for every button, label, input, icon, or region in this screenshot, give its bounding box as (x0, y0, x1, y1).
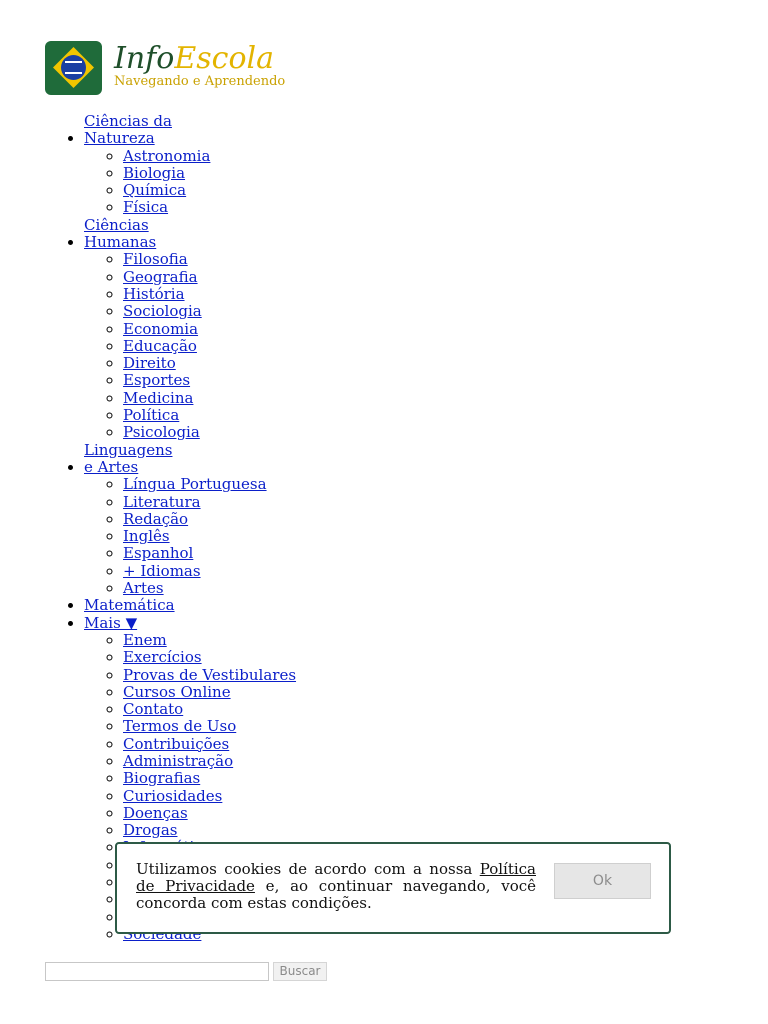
nav-section (84, 113, 345, 217)
nav-subitem-link[interactable]: Psicologia (123, 423, 200, 442)
nav-subitem-link[interactable]: Contato (123, 700, 184, 719)
cookie-text-before: Utilizamos cookies de acordo com a nossa (136, 860, 480, 878)
nav-subitem-link[interactable]: Química (123, 181, 187, 200)
nav-section (84, 442, 345, 598)
nav-subitem-link[interactable]: Língua Portuguesa (123, 475, 267, 494)
nav-subitem (123, 580, 345, 597)
nav-subitem (123, 684, 345, 701)
nav-subitem-link[interactable]: Biologia (123, 163, 186, 182)
nav-subitem (123, 269, 345, 286)
nav-subitem (123, 372, 345, 389)
nav-section (84, 597, 345, 614)
nav-section-link[interactable]: Ciências da Natureza (84, 112, 172, 148)
nav-subitem-link[interactable]: Astronomia (123, 146, 211, 165)
nav-subitem (123, 165, 345, 182)
nav-subitem (123, 303, 345, 320)
nav-subitem (123, 667, 345, 684)
nav-subitem-link[interactable]: Cursos Online (123, 682, 231, 701)
nav-subitem-link[interactable]: Filosofia (123, 250, 188, 269)
nav-subitem (123, 338, 345, 355)
nav-subitem-link[interactable]: Redação (123, 509, 189, 528)
cookie-notice (115, 842, 671, 934)
nav-subitem-link[interactable]: Espanhol (123, 544, 194, 563)
nav-section-link[interactable]: Matemática (84, 596, 175, 615)
nav-subitem (123, 148, 345, 165)
logo-wordmark (114, 41, 274, 77)
nav-subitem-link[interactable]: Exercícios (123, 648, 202, 667)
cookie-text-after: e, ao continuar navegando, você concorda com estas condições. (136, 877, 537, 912)
nav-subitem-link[interactable]: + Idiomas (123, 561, 201, 580)
nav-subitem (123, 701, 345, 718)
nav-subitem (123, 545, 345, 562)
nav-subitem (123, 805, 345, 822)
nav-subitem (123, 753, 345, 770)
logo-badge-icon (45, 41, 102, 95)
nav-subitem-link[interactable]: Termos de Uso (123, 717, 237, 736)
nav-subitem (123, 736, 345, 753)
nav-subitem-link[interactable]: Medicina (123, 388, 194, 407)
nav-subitem (123, 632, 345, 649)
nav-section (84, 217, 345, 442)
privacy-policy-link[interactable]: Política de Privacidade (136, 860, 536, 895)
search-input[interactable] (45, 962, 269, 981)
nav-section-link[interactable]: Mais ▼ (84, 613, 138, 632)
search-button[interactable]: Buscar (273, 962, 327, 981)
main-navigation (45, 113, 345, 943)
nav-subitem-link[interactable]: Doenças (123, 803, 188, 822)
nav-subitem (123, 286, 345, 303)
logo-tagline: Navegando e Aprendendo (114, 74, 286, 89)
nav-section-link[interactable]: Linguagens e Artes (84, 440, 173, 476)
nav-subitem (123, 770, 345, 787)
nav-subitem-link[interactable]: Artes (123, 579, 164, 598)
nav-subitem (123, 822, 345, 839)
nav-subitem (123, 390, 345, 407)
logo-word-info: Info (114, 41, 175, 76)
nav-subitem-link[interactable]: Direito (123, 354, 176, 373)
nav-subitem (123, 718, 345, 735)
nav-subitem (123, 494, 345, 511)
nav-menu (45, 113, 345, 943)
nav-subitem (123, 563, 345, 580)
nav-subitem (123, 355, 345, 372)
nav-subitem-link[interactable]: Literatura (123, 492, 201, 511)
nav-subitem-link[interactable]: Política (123, 406, 180, 425)
site-logo[interactable] (45, 41, 285, 97)
nav-subitem-link[interactable]: Contribuições (123, 734, 230, 753)
nav-submenu (84, 148, 345, 217)
nav-section-link[interactable]: Ciências Humanas (84, 215, 157, 252)
nav-subitem (123, 407, 345, 424)
nav-subitem-link[interactable]: Curiosidades (123, 786, 223, 805)
nav-subitem (123, 251, 345, 268)
nav-subitem-link[interactable]: Esportes (123, 371, 191, 390)
nav-subitem-link[interactable]: Biografias (123, 769, 201, 788)
nav-subitem-link[interactable]: Drogas (123, 821, 178, 840)
nav-subitem-link[interactable]: Inglês (123, 527, 170, 546)
nav-subitem-link[interactable]: Economia (123, 319, 199, 338)
nav-subitem (123, 321, 345, 338)
nav-subitem-link[interactable]: Física (123, 198, 169, 217)
nav-subitem-link[interactable]: Enem (123, 630, 167, 649)
nav-subitem-link[interactable]: Administração (123, 751, 234, 770)
logo-word-escola: Escola (174, 41, 274, 76)
nav-subitem (123, 788, 345, 805)
nav-subitem (123, 199, 345, 216)
nav-subitem-link[interactable]: História (123, 284, 185, 303)
nav-submenu (84, 251, 345, 441)
cookie-message (136, 861, 536, 912)
nav-subitem (123, 182, 345, 199)
nav-subitem (123, 649, 345, 666)
nav-submenu (84, 476, 345, 597)
nav-subitem-link[interactable]: Educação (123, 336, 197, 355)
nav-subitem-link[interactable]: Sociologia (123, 302, 202, 321)
nav-subitem (123, 528, 345, 545)
nav-subitem (123, 424, 345, 441)
cookie-ok-button[interactable]: Ok (554, 863, 651, 899)
nav-subitem-link[interactable]: Geografia (123, 267, 198, 286)
nav-subitem (123, 511, 345, 528)
nav-subitem-link[interactable]: Provas de Vestibulares (123, 665, 297, 684)
nav-subitem (123, 476, 345, 493)
